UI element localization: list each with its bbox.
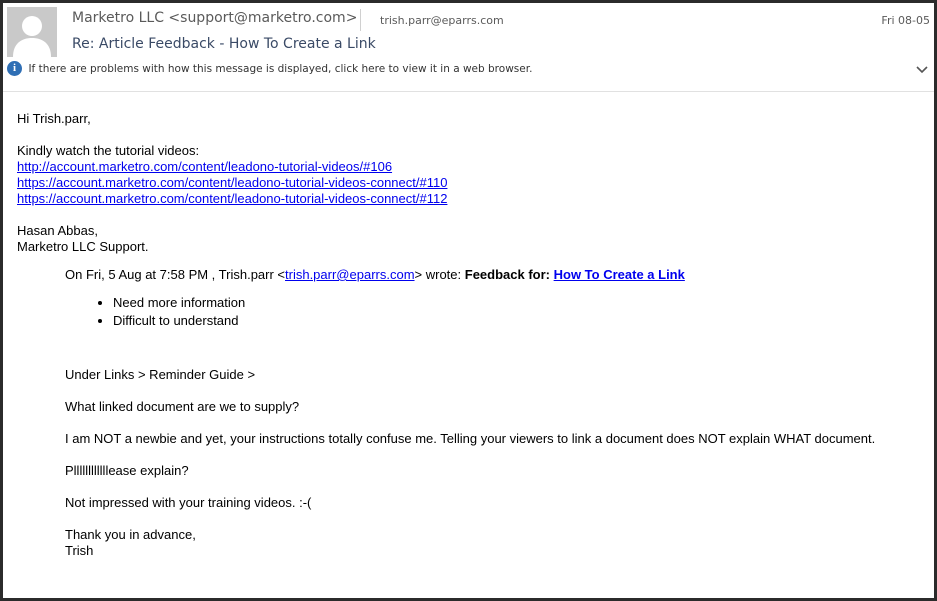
quote-paragraph: Under Links > Reminder Guide > [65, 367, 256, 382]
display-problem-text[interactable]: If there are problems with how this message is displayed, click here to view it in a web browser. [28, 62, 533, 75]
info-icon: i [7, 61, 22, 76]
message-header [3, 3, 934, 92]
attribution-prefix: On Fri, 5 Aug at 7:58 PM , Trish.parr < [65, 267, 286, 282]
list-item: • Difficult to understand [113, 313, 895, 329]
feedback-article-link[interactable]: How To Create a Link [553, 267, 685, 282]
greeting: Hi Trish.parr, [17, 111, 91, 126]
sender-avatar [7, 7, 57, 57]
list-item: • Need more information [113, 295, 895, 311]
message-subject: Re: Article Feedback - How To Create a Link [72, 36, 376, 52]
tutorial-link-110[interactable]: https://account.marketro.com/content/leadono-tutorial-videos-connect/#110 [17, 175, 448, 190]
tutorial-link-112[interactable]: https://account.marketro.com/content/leadono-tutorial-videos-connect/#112 [17, 191, 448, 206]
sender-address[interactable]: Marketro LLC <support@marketro.com> [72, 10, 358, 26]
recipient-address[interactable]: trish.parr@eparrs.com [380, 14, 504, 27]
quoted-message [65, 267, 895, 559]
message-body [17, 111, 922, 255]
closing-name: Trish [65, 543, 94, 558]
tutorial-link-106[interactable]: http://account.marketro.com/content/leadono-tutorial-videos/#106 [17, 159, 393, 174]
quote-paragraph: What linked document are we to supply? [65, 399, 300, 414]
message-date: Fri 08-05 [881, 14, 930, 27]
header-divider [360, 9, 361, 31]
quote-paragraph: Pllllllllllllease explain? [65, 463, 189, 478]
person-silhouette-icon [7, 7, 57, 57]
feedback-bullet-list [65, 295, 895, 329]
intro-text: Kindly watch the tutorial videos: [17, 143, 200, 158]
closing-line: Thank you in advance, [65, 527, 196, 542]
expand-header-button[interactable] [914, 63, 930, 77]
feedback-label: Feedback for: [464, 267, 550, 282]
chevron-down-icon [914, 63, 930, 77]
quote-paragraph: I am NOT a newbie and yet, your instructions totally confuse me. Telling your viewers to link a document does NOT explain WHAT document. [65, 431, 876, 446]
display-problem-banner[interactable] [7, 60, 532, 76]
quote-attribution [65, 267, 895, 283]
attribution-email-link[interactable]: trish.parr@eparrs.com [285, 267, 415, 282]
attribution-suffix: > wrote: [414, 267, 465, 282]
signature-org: Marketro LLC Support. [17, 239, 149, 254]
signature-name: Hasan Abbas, [17, 223, 98, 238]
quote-paragraph: Not impressed with your training videos. :-( [65, 495, 312, 510]
